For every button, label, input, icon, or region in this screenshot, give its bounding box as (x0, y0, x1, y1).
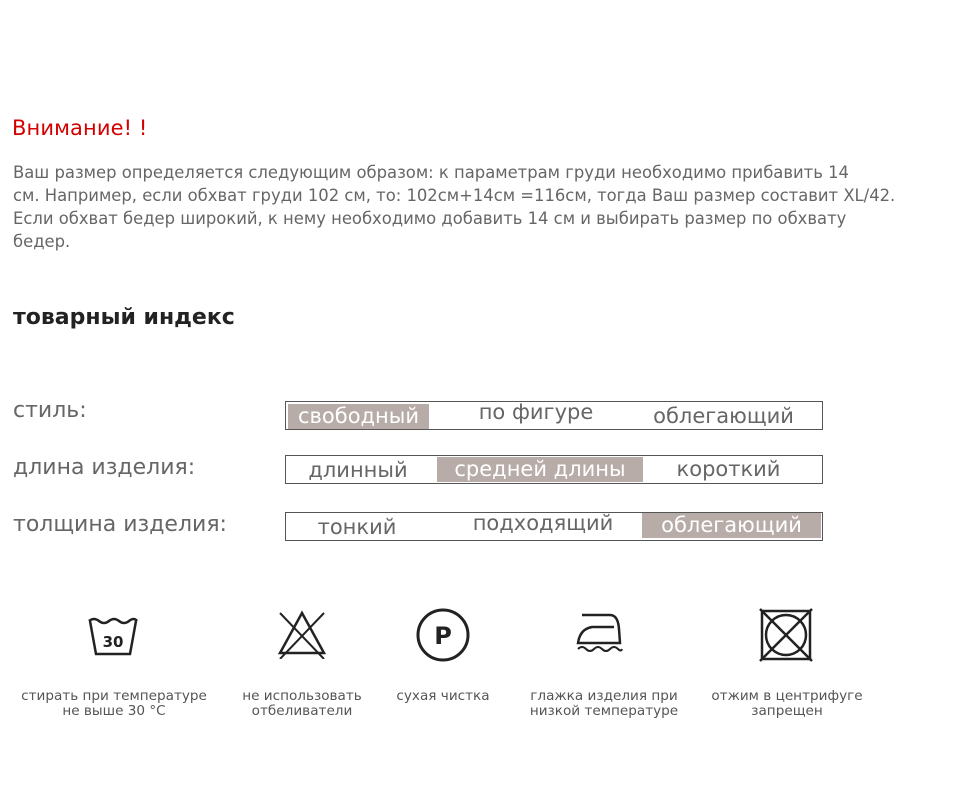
care-label-line: стирать при температуре (21, 688, 207, 704)
wash-30-icon (85, 607, 141, 657)
size-note (13, 161, 903, 253)
care-label-spin (687, 689, 887, 719)
length-label: длина изделия: (13, 455, 196, 480)
thickness-option-thin: тонкий (317, 515, 397, 539)
size-note-line: см. Например, если обхват груди 102 см, то: 102см+14см =116см, тогда Ваш размер составит XL/42. (13, 186, 896, 205)
care-label-iron (504, 689, 704, 719)
length-scale (285, 455, 823, 484)
size-note-line: Если обхват бедер широкий, к нему необходимо добавить 14 см и выбирать размер по обхвату (13, 209, 847, 228)
care-label-line: запрещен (751, 703, 823, 719)
dry-clean-icon (415, 607, 471, 663)
warning-title: Внимание! ! (12, 116, 148, 140)
size-note-line: бедер. (13, 232, 71, 251)
size-note-line: Ваш размер определяется следующим образом: к параметрам груди необходимо прибавить 14 (13, 163, 849, 182)
iron-low-icon (574, 607, 626, 659)
care-label-line: глажка изделия при (530, 688, 678, 704)
length-option-short: короткий (676, 457, 781, 481)
style-scale (285, 401, 823, 430)
care-label-line: отбеливатели (251, 703, 353, 719)
thickness-option-tight: облегающий (642, 513, 821, 538)
care-label-line: низкой температуре (529, 703, 679, 719)
care-label-line: не использовать (242, 688, 362, 704)
care-label-line: сухая чистка (396, 688, 490, 704)
no-bleach-icon (276, 607, 328, 659)
style-option-loose: свободный (288, 404, 429, 429)
length-option-medium: средней длины (437, 457, 643, 482)
no-tumble-dry-icon (758, 607, 814, 663)
style-option-fitted: по фигуре (478, 400, 594, 424)
length-option-long: длинный (308, 458, 408, 482)
thickness-option-suitable: подходящий (472, 511, 614, 535)
care-label-line: отжим в центрифуге (711, 688, 863, 704)
style-option-tight: облегающий (653, 404, 794, 428)
care-label-line: не выше 30 °C (62, 703, 166, 719)
style-label: стиль: (13, 398, 87, 423)
dry-clean-symbol: P (434, 622, 452, 650)
wash-temp-label: 30 (102, 633, 124, 651)
product-index-heading: товарный индекс (13, 305, 235, 330)
care-label-wash (14, 689, 214, 719)
thickness-label: толщина изделия: (13, 512, 227, 537)
thickness-scale (285, 512, 823, 541)
